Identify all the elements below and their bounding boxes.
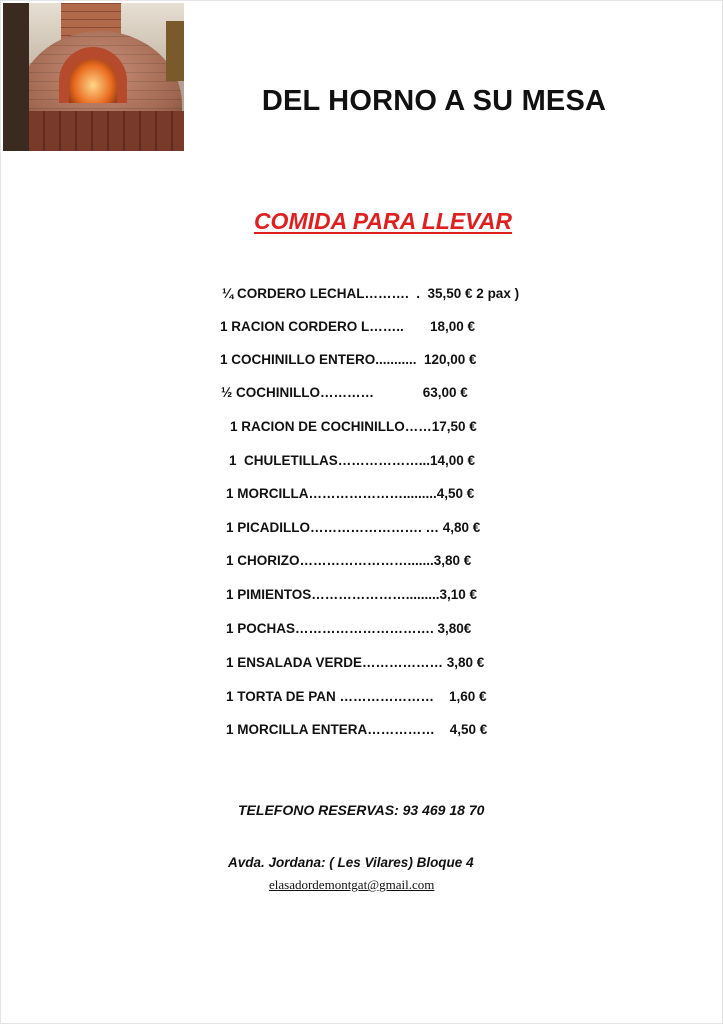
menu-item: 1 RACION CORDERO L…….. 18,00 € xyxy=(220,319,476,334)
page-title: DEL HORNO A SU MESA xyxy=(261,85,607,117)
menu-item: 1 MORCILLA ENTERA…………… 4,50 € xyxy=(226,722,488,737)
menu-item: 1 ENSALADA VERDE……………… 3,80 € xyxy=(226,655,485,670)
reservation-phone: TELEFONO RESERVAS: 93 469 18 70 xyxy=(238,802,485,818)
menu-item: ¼ CORDERO LECHAL………. . 35,50 € 2 pax ) xyxy=(222,286,520,301)
menu-item: 1 PICADILLO……………………. … 4,80 € xyxy=(226,520,481,535)
menu-subtitle: COMIDA PARA LLEVAR xyxy=(253,208,513,234)
address: Avda. Jordana: ( Les Vilares) Bloque 4 xyxy=(228,855,474,870)
menu-item: 1 TORTA DE PAN ………………… 1,60 € xyxy=(226,689,487,704)
menu-item: 1 POCHAS…………………………. 3,80€ xyxy=(226,621,472,636)
menu-item: 1 PIMIENTOS………………….........3,10 € xyxy=(226,587,478,602)
menu-item: ½ COCHINILLO………… 63,00 € xyxy=(221,385,468,400)
menu-item: 1 MORCILLA………………….........4,50 € xyxy=(226,486,475,501)
menu-item: 1 CHORIZO…………………….......3,80 € xyxy=(226,553,472,568)
brick-oven-photo xyxy=(3,3,184,151)
menu-item: 1 RACION DE COCHINILLO……17,50 € xyxy=(230,419,477,434)
email-link[interactable]: elasadordemontgat@gmail.com xyxy=(269,877,435,892)
menu-item: 1 CHULETILLAS………………...14,00 € xyxy=(229,453,476,468)
menu-item: 1 COCHINILLO ENTERO........... 120,00 € xyxy=(220,352,477,367)
